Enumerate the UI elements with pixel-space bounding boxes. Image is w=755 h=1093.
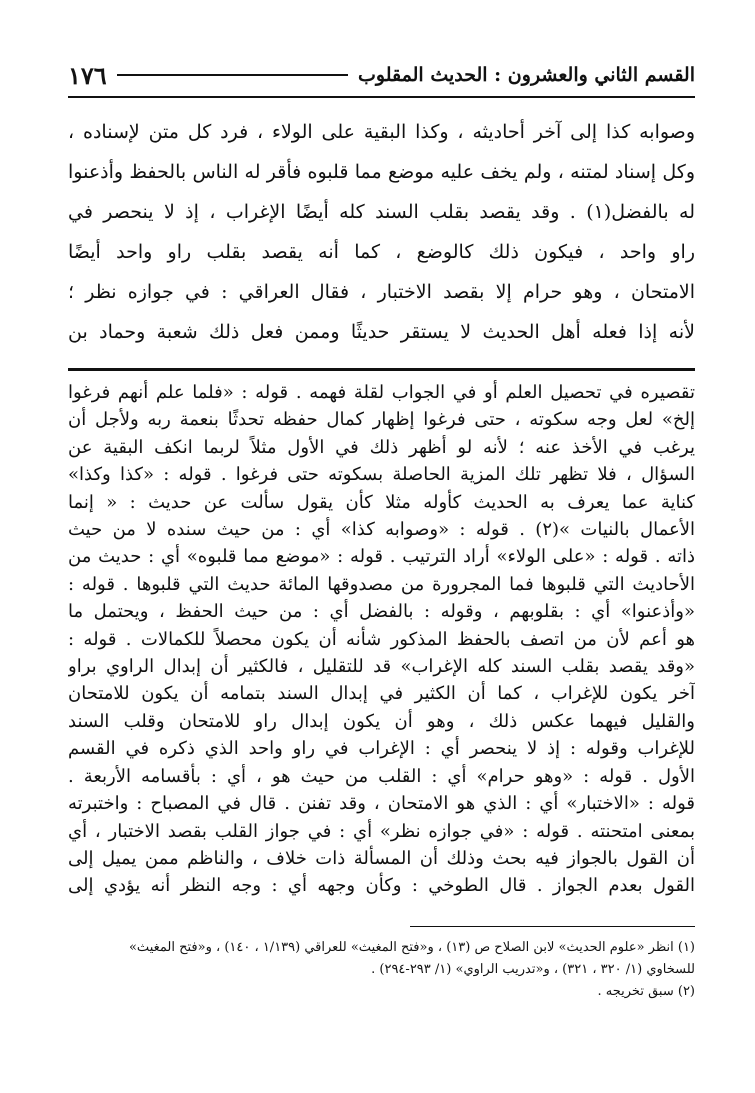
main-line: وصوابه كذا إلى آخر أحاديثه ، وكذا البقية على الولاء ، فرد كل متن لإسناده ، [68, 121, 695, 143]
commentary-line: تقصيره في تحصيل العلم أو في الجواب لقلة فهمه . قوله : «فلما علم أنهم فرغوا [68, 382, 695, 403]
running-header [68, 58, 695, 98]
commentary-line: السؤال ، فلا تظهر تلك المزية الحاصلة بسكوته حتى فرغوا . قوله : «كذا وكذا» [68, 464, 695, 486]
commentary-line: ذاته . قوله : «على الولاء» أراد الترتيب . قوله : «موضع مما قلبوه» أي : حديث من [68, 546, 695, 568]
commentary-line: آخر يكون للإغراب ، كما أن الكثير في إبدال السند بتمامه أن يكون للامتحان [68, 683, 695, 705]
commentary-line: الأعمال بالنيات »(٢) . قوله : «وصوابه كذا» أي : من حيث سنده لا من حيث [68, 519, 695, 541]
commentary-line: قوله : «الاختبار» أي : الذي هو الامتحان ، وقد تفنن . قال في المصباح : واختبرته [68, 793, 695, 815]
main-line: وكل إسناد لمتنه ، ولم يخف عليه موضع مما قلبوه فأقر له الناس بالحفظ وأذعنوا [68, 161, 695, 183]
commentary-line: الأحاديث التي قلبوها فما المجرورة من مصدوقها المائة حديث التي قلبوها . قوله : [68, 573, 695, 595]
commentary-line: للإغراب وقوله : إذ لا ينحصر أي : الإغراب في راو واحد الذي ذكره في القسم [68, 738, 695, 760]
commentary-line: القول بعدم الجواز . قال الطوخي : وكأن وجهه أي : وجه النظر أنه يؤدي إلى [68, 875, 695, 897]
commentary-line: يرغب في الأخذ عنه ؛ لأنه لو أظهر ذلك في الأول مثلاً لربما انكف البقية عن [68, 436, 695, 458]
commentary-line: هو أعم لأن من اتصف بالحفظ المذكور شأنه أن يكون محصلاً للكمالات . قوله : [68, 628, 695, 650]
chapter-title: القسم الثاني والعشرون : الحديث المقلوب [358, 64, 695, 86]
main-text [68, 112, 695, 352]
section-divider [68, 368, 695, 371]
main-line: لأنه إذا فعله أهل الحديث لا يستقر حديثًا وممن فعل ذلك شعبة وحماد بن [68, 321, 695, 343]
commentary-line: بمعنى امتحنته . قوله : «في جوازه نظر» أي : في جواز القلب بقصد الاختبار ، أي [68, 820, 695, 842]
main-line: راو واحد ، فيكون ذلك كالوضع ، كما أنه يقصد بقلب راو واحد أيضًا [68, 241, 695, 263]
footnote-line: للسخاوي (١/ ٣٢٠ ، ٣٢١) ، و«تدريب الراوي» (١/ ٢٩٣-٢٩٤) . [371, 961, 695, 977]
commentary-line: الأول . قوله : «وهو حرام» أي : القلب من حيث هو ، أي : بأقسامه الأربعة . [68, 765, 695, 787]
commentary-line: أن القول بالجواز فيه بحث وذلك أن المسألة ذات خلاف ، والناظم ممن يميل إلى [68, 847, 695, 869]
commentary-line: والقليل فيهما عكس ذلك ، وهو أن يكون إبدال راو للامتحان وقلب السند [68, 710, 695, 732]
main-line: له بالفضل(١) . وقد يقصد بقلب السند كله أيضًا الإغراب ، إذ لا ينحصر في [68, 201, 695, 223]
header-rule [117, 74, 348, 76]
commentary-line: إلخ» لعل وجه سكوته ، حتى فرغوا إظهار كمال حفظه تحدثًا بنعمة ربه ولأجل أن [68, 409, 695, 431]
commentary-line: «وأذعنوا» أي : بقلوبهم ، وقوله : بالفضل أي : من حيث الحفظ ، ويحتمل ما [68, 601, 695, 623]
commentary-line: «وقد يقصد بقلب السند كله الإغراب» قد للتقليل ، فالكثير أن إبدال الراوي براو [68, 656, 695, 678]
footnote-line: (٢) سبق تخريجه . [597, 983, 695, 999]
commentary-line: كناية عما يعرف به الحديث كأوله مثلا كأن يقول سألت عن حديث : « إنما [68, 491, 695, 513]
commentary [68, 379, 695, 900]
page-number: ١٧٦ [68, 60, 107, 90]
footnote-line: (١) انظر «علوم الحديث» لابن الصلاح ص (١٣) ، و«فتح المغيث» للعراقي (١/١٣٩ ، ١٤٠) ، و«فتح المغيث» [128, 939, 695, 955]
main-line: الامتحان ، وهو حرام إلا بقصد الاختبار ، فقال العراقي : في جوازه نظر ؛ [68, 281, 695, 303]
footnotes [68, 937, 695, 1003]
footnote-rule [410, 926, 695, 927]
